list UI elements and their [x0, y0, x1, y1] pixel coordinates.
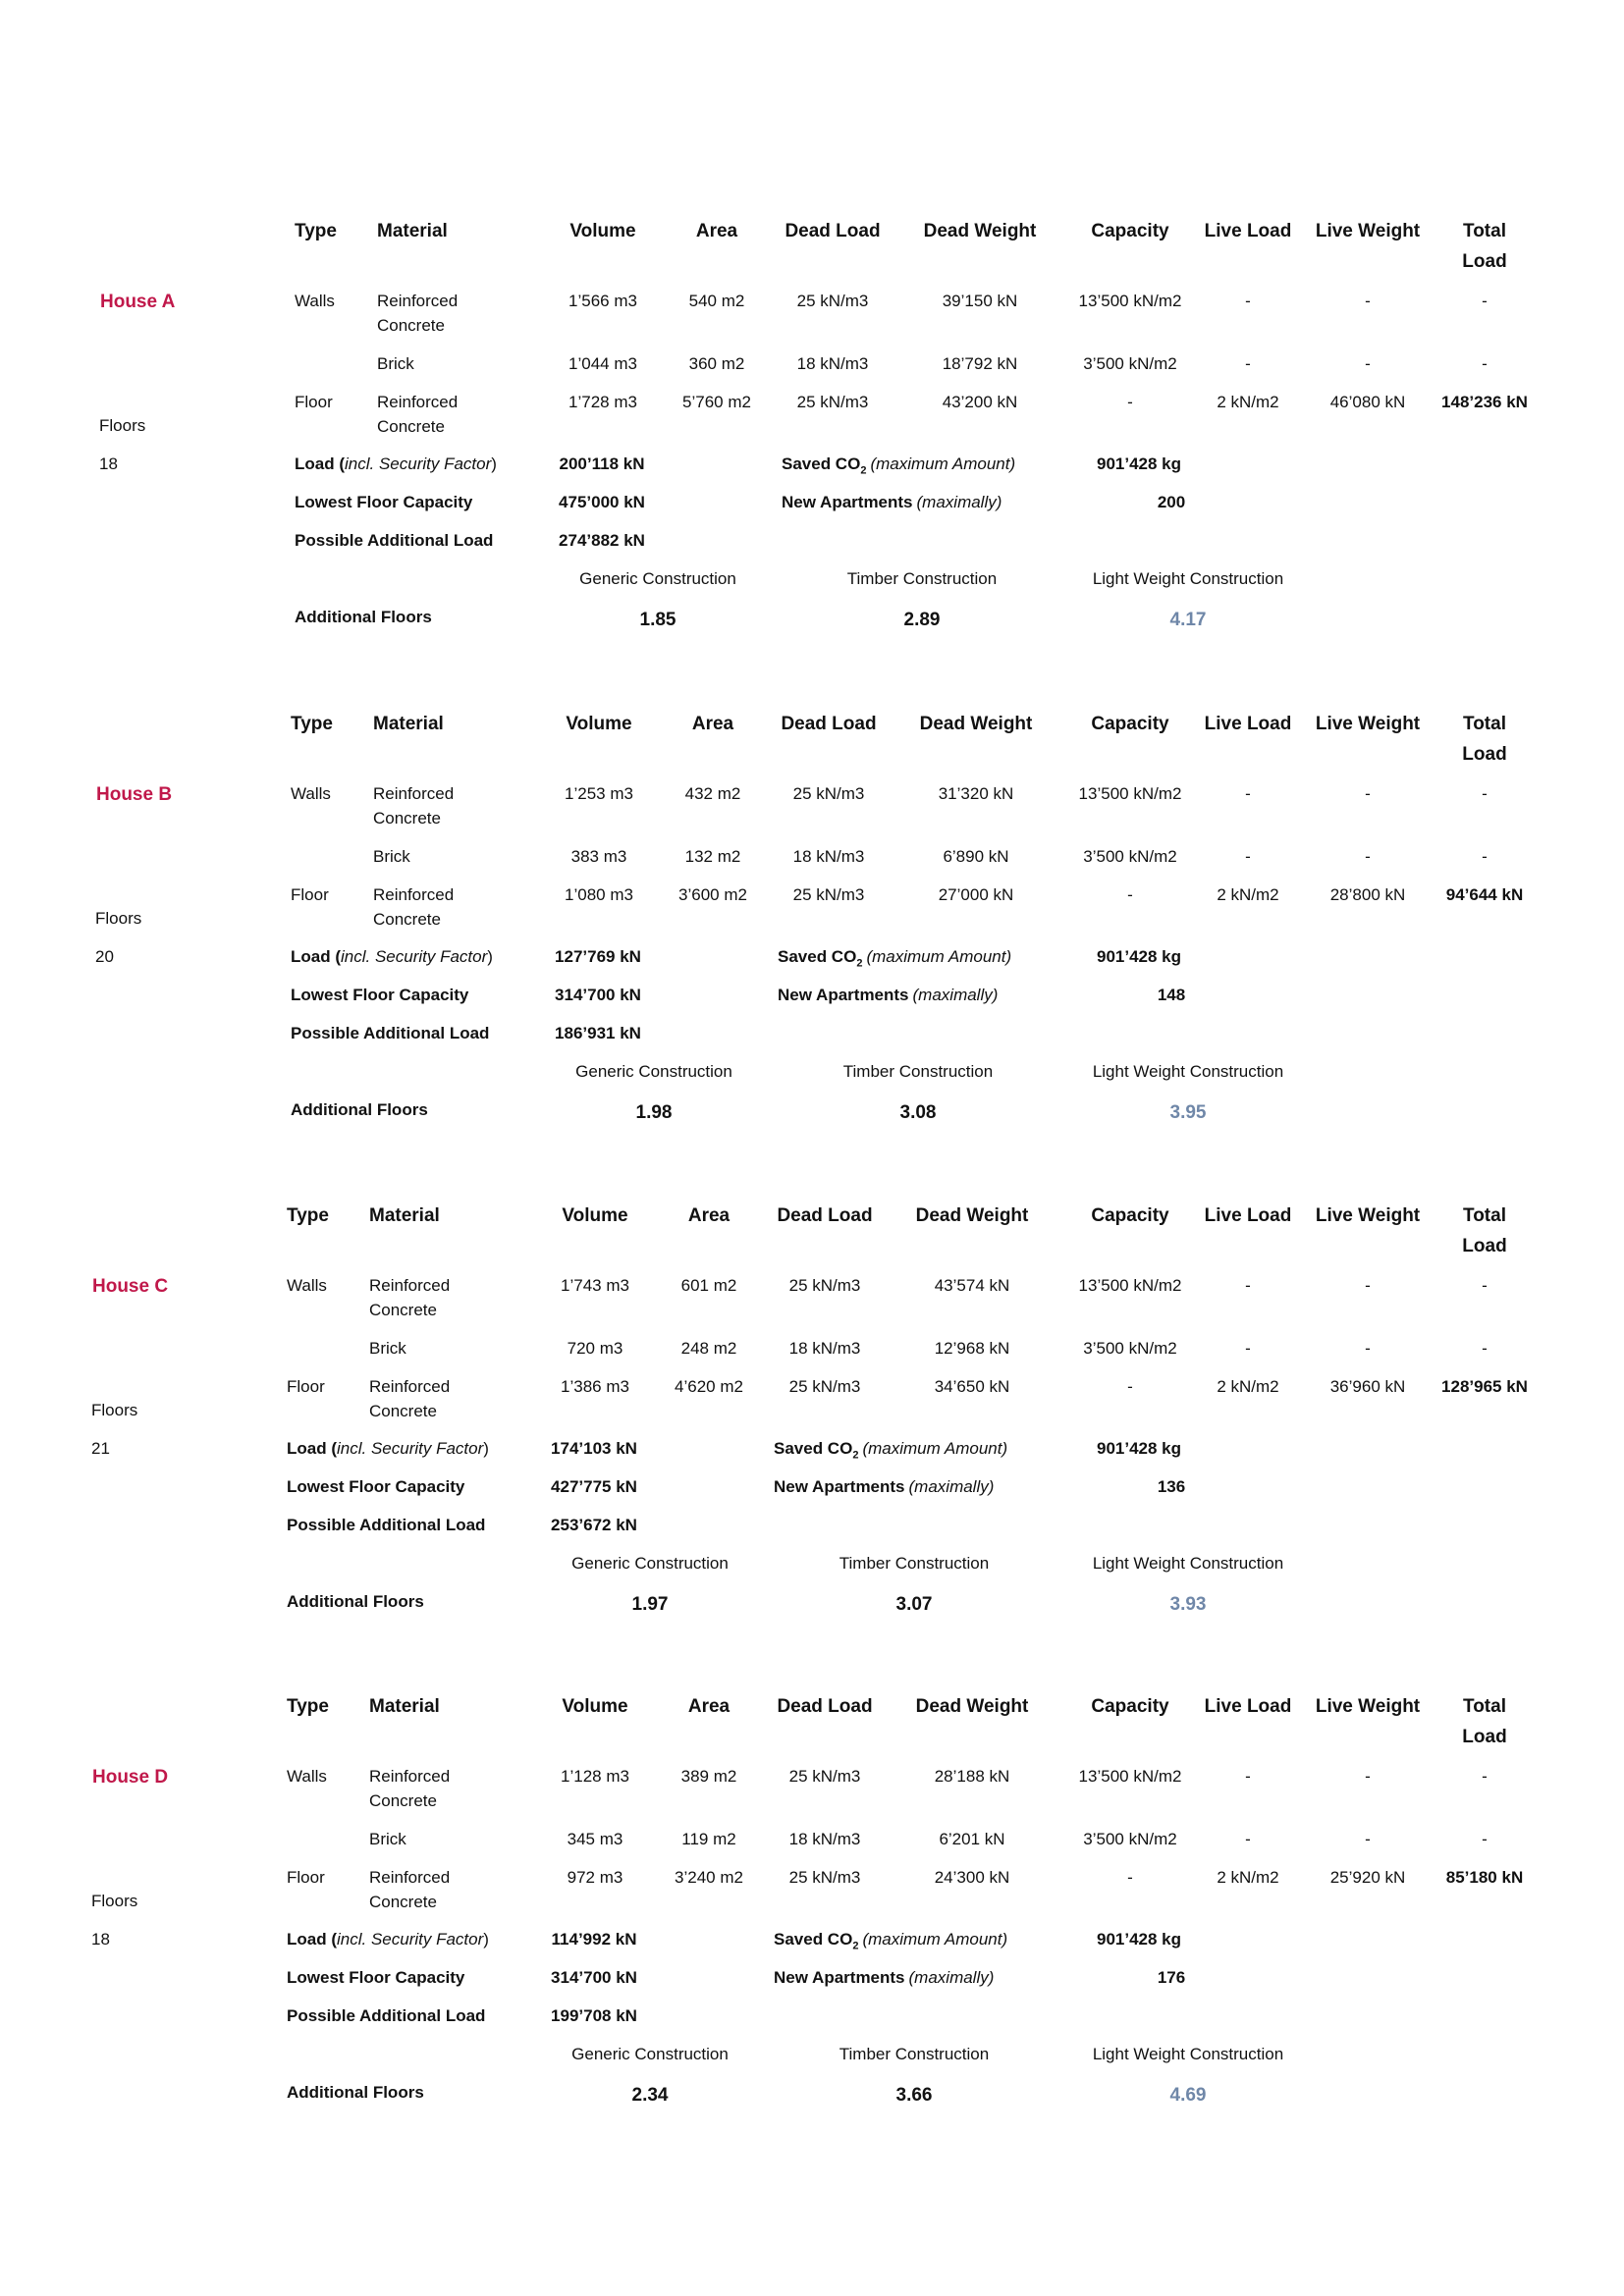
new-apartments-value: 148 [1157, 986, 1186, 1004]
additional-floors-label: Additional Floors [291, 1100, 428, 1119]
row-dead-weight: 34’650 kN [934, 1377, 1010, 1396]
row-live-load: 2 kN/m2 [1217, 1377, 1279, 1396]
lowest-floor-capacity-label: Lowest Floor Capacity [291, 986, 469, 1004]
row-area: 540 m2 [688, 292, 745, 310]
column-header-type: Type [291, 714, 333, 734]
load-label-close: ) [491, 454, 497, 473]
new-apartments-italic: (maximally) [916, 493, 1002, 511]
column-header-live-weight: Live Weight [1315, 1696, 1421, 1717]
row-total-load: 85’180 kN [1445, 1868, 1524, 1887]
row-live-weight: - [1365, 1830, 1371, 1848]
new-apartments-italic: (maximally) [912, 986, 999, 1004]
saved-co2-label [774, 1927, 1007, 1958]
row-area: 3’240 m2 [675, 1868, 743, 1887]
column-header-volume: Volume [562, 1696, 628, 1717]
load-label-close: ) [483, 1439, 489, 1458]
floors-label: Floors [99, 416, 146, 435]
row-type: Walls [287, 1767, 327, 1786]
load-label [295, 452, 497, 477]
row-material: Brick [369, 1830, 406, 1848]
column-header-dead-load: Dead Load [781, 714, 877, 734]
new-apartments-value: 176 [1157, 1968, 1186, 1987]
row-live-weight: 36’960 kN [1329, 1377, 1406, 1396]
row-volume: 1’566 m3 [568, 292, 637, 310]
timber-construction-label: Timber Construction [842, 1062, 994, 1081]
row-material-line-2: Concrete [369, 1402, 437, 1420]
saved-co2-text: Saved CO [774, 1930, 853, 1949]
additional-floors-generic: 1.97 [631, 1594, 669, 1615]
row-total-load: 148’236 kN [1441, 393, 1528, 411]
generic-construction-label: Generic Construction [571, 1554, 729, 1573]
row-material-line-2: Concrete [369, 1301, 437, 1319]
row-type: Walls [287, 1276, 327, 1295]
new-apartments-text: New Apartments [774, 1477, 905, 1496]
additional-floors-timber: 3.08 [899, 1102, 937, 1123]
column-header-volume: Volume [569, 221, 636, 241]
column-header-live-load: Live Load [1204, 1205, 1292, 1226]
row-material: Brick [369, 1339, 406, 1358]
light-weight-construction-label: Light Weight Construction [1092, 2045, 1284, 2063]
row-capacity: - [1127, 1868, 1133, 1887]
saved-co2-text: Saved CO [782, 454, 861, 473]
row-live-load: - [1245, 1339, 1251, 1358]
row-total-load: - [1482, 847, 1488, 866]
new-apartments-label [774, 1965, 994, 1991]
floors-value: 18 [99, 454, 118, 473]
column-header-load: Load [1462, 1727, 1507, 1747]
column-header-type: Type [295, 221, 337, 241]
row-total-load: - [1482, 1830, 1488, 1848]
lowest-floor-capacity-label: Lowest Floor Capacity [287, 1968, 465, 1987]
column-header-volume: Volume [566, 714, 632, 734]
new-apartments-text: New Apartments [782, 493, 913, 511]
floors-label: Floors [91, 1401, 138, 1419]
row-dead-weight: 24’300 kN [934, 1868, 1010, 1887]
row-type: Floor [295, 393, 333, 411]
row-dead-load: 25 kN/m3 [796, 393, 869, 411]
row-capacity: 3’500 kN/m2 [1083, 847, 1177, 866]
row-total-load: 128’965 kN [1441, 1377, 1528, 1396]
additional-floors-light-weight: 4.69 [1169, 2085, 1207, 2106]
row-area: 389 m2 [680, 1767, 737, 1786]
load-label [287, 1927, 489, 1952]
saved-co2-value: 901’428 kg [1096, 1439, 1181, 1458]
row-area: 248 m2 [680, 1339, 737, 1358]
saved-co2-italic: (maximum Amount) [866, 947, 1012, 966]
row-capacity: - [1127, 393, 1133, 411]
row-total-load: - [1482, 292, 1488, 310]
row-type: Floor [287, 1868, 325, 1887]
load-label-italic: incl. Security Factor [345, 454, 492, 473]
row-material: Reinforced [373, 885, 455, 904]
row-material: Brick [377, 354, 414, 373]
row-material: Reinforced [369, 1767, 451, 1786]
row-capacity: - [1127, 885, 1133, 904]
house-section-a [0, 211, 1624, 682]
row-live-load: - [1245, 354, 1251, 373]
saved-co2-label [778, 944, 1011, 976]
additional-floors-label: Additional Floors [295, 608, 432, 626]
load-label-italic: incl. Security Factor [341, 947, 488, 966]
light-weight-construction-label: Light Weight Construction [1092, 569, 1284, 588]
column-header-dead-load: Dead Load [785, 221, 881, 241]
row-live-load: - [1245, 292, 1251, 310]
column-header-live-weight: Live Weight [1315, 1205, 1421, 1226]
additional-floors-light-weight: 4.17 [1169, 610, 1207, 630]
house-section-d [0, 1686, 1624, 2158]
floors-label: Floors [91, 1892, 138, 1910]
possible-additional-load-value: 199’708 kN [551, 2006, 637, 2025]
timber-construction-label: Timber Construction [839, 2045, 990, 2063]
row-capacity: 13’500 kN/m2 [1078, 784, 1182, 803]
column-header-live-load: Live Load [1204, 1696, 1292, 1717]
floors-value: 18 [91, 1930, 110, 1949]
row-volume: 1’253 m3 [565, 784, 633, 803]
row-material: Reinforced [369, 1377, 451, 1396]
row-area: 4’620 m2 [675, 1377, 743, 1396]
row-dead-load: 25 kN/m3 [792, 885, 865, 904]
additional-floors-light-weight: 3.93 [1169, 1594, 1207, 1615]
load-value: 174’103 kN [551, 1439, 637, 1458]
row-live-load: - [1245, 847, 1251, 866]
generic-construction-label: Generic Construction [571, 2045, 729, 2063]
row-material-line-2: Concrete [377, 417, 445, 436]
row-total-load: - [1482, 784, 1488, 803]
row-live-weight: - [1365, 1339, 1371, 1358]
house-label: House A [100, 292, 176, 312]
row-volume: 1’128 m3 [561, 1767, 629, 1786]
load-label [287, 1436, 489, 1462]
additional-floors-label: Additional Floors [287, 1592, 424, 1611]
new-apartments-label [774, 1474, 994, 1500]
additional-floors-timber: 2.89 [903, 610, 941, 630]
row-live-load: - [1245, 1767, 1251, 1786]
column-header-type: Type [287, 1205, 329, 1226]
row-dead-weight: 43’200 kN [942, 393, 1018, 411]
row-capacity: - [1127, 1377, 1133, 1396]
row-dead-weight: 39’150 kN [942, 292, 1018, 310]
saved-co2-value: 901’428 kg [1096, 947, 1181, 966]
saved-co2-italic: (maximum Amount) [870, 454, 1016, 473]
new-apartments-value: 200 [1157, 493, 1186, 511]
row-material-line-2: Concrete [369, 1791, 437, 1810]
column-header-load: Load [1462, 251, 1507, 272]
row-capacity: 3’500 kN/m2 [1083, 354, 1177, 373]
new-apartments-italic: (maximally) [908, 1968, 995, 1987]
saved-co2-italic: (maximum Amount) [862, 1930, 1008, 1949]
row-volume: 1’743 m3 [561, 1276, 629, 1295]
saved-co2-label [774, 1436, 1007, 1468]
column-header-live-load: Live Load [1204, 714, 1292, 734]
row-dead-load: 25 kN/m3 [796, 292, 869, 310]
row-material-line-2: Concrete [373, 910, 441, 929]
possible-additional-load-value: 186’931 kN [555, 1024, 641, 1042]
generic-construction-label: Generic Construction [579, 569, 736, 588]
column-header-area: Area [687, 1205, 731, 1226]
row-area: 5’760 m2 [682, 393, 751, 411]
column-header-dead-weight: Dead Weight [915, 1205, 1029, 1226]
row-material: Reinforced [373, 784, 455, 803]
row-capacity: 13’500 kN/m2 [1078, 1767, 1182, 1786]
possible-additional-load-value: 274’882 kN [559, 531, 645, 550]
additional-floors-light-weight: 3.95 [1169, 1102, 1207, 1123]
row-type: Floor [287, 1377, 325, 1396]
possible-additional-load-label: Possible Additional Load [295, 531, 494, 550]
row-live-weight: 28’800 kN [1329, 885, 1406, 904]
row-capacity: 13’500 kN/m2 [1078, 1276, 1182, 1295]
saved-co2-subscript: 2 [852, 1940, 859, 1952]
column-header-material: Material [369, 1696, 440, 1717]
lowest-floor-capacity-label: Lowest Floor Capacity [295, 493, 473, 511]
new-apartments-label [778, 983, 998, 1008]
row-capacity: 13’500 kN/m2 [1078, 292, 1182, 310]
row-volume: 345 m3 [567, 1830, 623, 1848]
row-dead-weight: 6’201 kN [939, 1830, 1005, 1848]
column-header-capacity: Capacity [1091, 714, 1169, 734]
lowest-floor-capacity-label: Lowest Floor Capacity [287, 1477, 465, 1496]
column-header-area: Area [687, 1696, 731, 1717]
row-live-weight: - [1365, 292, 1371, 310]
row-live-weight: 25’920 kN [1329, 1868, 1406, 1887]
load-value: 127’769 kN [555, 947, 641, 966]
row-volume: 1’386 m3 [561, 1377, 629, 1396]
row-live-weight: - [1365, 784, 1371, 803]
possible-additional-load-label: Possible Additional Load [287, 2006, 486, 2025]
light-weight-construction-label: Light Weight Construction [1092, 1554, 1284, 1573]
additional-floors-timber: 3.66 [895, 2085, 933, 2106]
row-capacity: 3’500 kN/m2 [1083, 1339, 1177, 1358]
lowest-floor-capacity-value: 427’775 kN [551, 1477, 637, 1496]
row-volume: 1’728 m3 [568, 393, 637, 411]
column-header-material: Material [377, 221, 448, 241]
row-type: Walls [291, 784, 331, 803]
load-label-text: Load ( [291, 947, 341, 966]
column-header-total: Total [1463, 221, 1506, 241]
column-header-total: Total [1463, 714, 1506, 734]
saved-co2-text: Saved CO [774, 1439, 853, 1458]
additional-floors-generic: 1.98 [635, 1102, 673, 1123]
row-material: Reinforced [369, 1868, 451, 1887]
load-value: 114’992 kN [551, 1930, 637, 1949]
load-label-text: Load ( [287, 1930, 337, 1949]
additional-floors-generic: 1.85 [639, 610, 677, 630]
column-header-dead-load: Dead Load [777, 1205, 873, 1226]
column-header-live-weight: Live Weight [1315, 221, 1421, 241]
saved-co2-subscript: 2 [852, 1449, 859, 1462]
row-volume: 1’080 m3 [565, 885, 633, 904]
column-header-dead-weight: Dead Weight [915, 1696, 1029, 1717]
row-material: Reinforced [369, 1276, 451, 1295]
row-dead-load: 18 kN/m3 [796, 354, 869, 373]
house-label: House C [92, 1276, 169, 1297]
column-header-dead-load: Dead Load [777, 1696, 873, 1717]
row-live-load: - [1245, 784, 1251, 803]
new-apartments-italic: (maximally) [908, 1477, 995, 1496]
row-live-weight: - [1365, 1767, 1371, 1786]
row-dead-weight: 18’792 kN [942, 354, 1018, 373]
load-label-close: ) [487, 947, 493, 966]
saved-co2-text: Saved CO [778, 947, 857, 966]
row-material: Reinforced [377, 292, 459, 310]
row-volume: 383 m3 [570, 847, 627, 866]
column-header-volume: Volume [562, 1205, 628, 1226]
row-live-load: 2 kN/m2 [1217, 1868, 1279, 1887]
row-material: Brick [373, 847, 410, 866]
row-type: Floor [291, 885, 329, 904]
row-capacity: 3’500 kN/m2 [1083, 1830, 1177, 1848]
column-header-type: Type [287, 1696, 329, 1717]
saved-co2-subscript: 2 [860, 464, 867, 477]
row-live-weight: - [1365, 1276, 1371, 1295]
load-label-text: Load ( [295, 454, 345, 473]
row-dead-load: 25 kN/m3 [788, 1868, 861, 1887]
row-material-line-2: Concrete [369, 1893, 437, 1911]
timber-construction-label: Timber Construction [839, 1554, 990, 1573]
row-material-line-2: Concrete [373, 809, 441, 828]
row-volume: 720 m3 [567, 1339, 623, 1358]
saved-co2-value: 901’428 kg [1096, 1930, 1181, 1949]
column-header-total: Total [1463, 1205, 1506, 1226]
lowest-floor-capacity-value: 314’700 kN [551, 1968, 637, 1987]
row-area: 601 m2 [680, 1276, 737, 1295]
column-header-material: Material [369, 1205, 440, 1226]
row-dead-load: 25 kN/m3 [788, 1767, 861, 1786]
row-total-load: - [1482, 354, 1488, 373]
generic-construction-label: Generic Construction [575, 1062, 732, 1081]
column-header-capacity: Capacity [1091, 221, 1169, 241]
row-total-load: 94’644 kN [1445, 885, 1524, 904]
light-weight-construction-label: Light Weight Construction [1092, 1062, 1284, 1081]
row-dead-load: 25 kN/m3 [788, 1276, 861, 1295]
column-header-load: Load [1462, 744, 1507, 765]
row-dead-weight: 6’890 kN [943, 847, 1009, 866]
saved-co2-value: 901’428 kg [1096, 454, 1181, 473]
load-label-close: ) [483, 1930, 489, 1949]
saved-co2-subscript: 2 [856, 957, 863, 970]
row-type: Walls [295, 292, 335, 310]
column-header-material: Material [373, 714, 444, 734]
lowest-floor-capacity-value: 475’000 kN [559, 493, 645, 511]
lowest-floor-capacity-value: 314’700 kN [555, 986, 641, 1004]
possible-additional-load-label: Possible Additional Load [287, 1516, 486, 1534]
house-label: House D [92, 1767, 169, 1788]
row-material: Reinforced [377, 393, 459, 411]
new-apartments-text: New Apartments [778, 986, 909, 1004]
column-header-live-load: Live Load [1204, 221, 1292, 241]
row-total-load: - [1482, 1339, 1488, 1358]
additional-floors-timber: 3.07 [895, 1594, 933, 1615]
row-live-load: - [1245, 1830, 1251, 1848]
house-label: House B [96, 784, 173, 805]
saved-co2-label [782, 452, 1015, 483]
timber-construction-label: Timber Construction [846, 569, 998, 588]
column-header-dead-weight: Dead Weight [919, 714, 1033, 734]
row-total-load: - [1482, 1767, 1488, 1786]
row-dead-weight: 43’574 kN [934, 1276, 1010, 1295]
floors-value: 20 [95, 947, 114, 966]
column-header-area: Area [691, 714, 734, 734]
possible-additional-load-label: Possible Additional Load [291, 1024, 490, 1042]
row-total-load: - [1482, 1276, 1488, 1295]
row-dead-weight: 27’000 kN [938, 885, 1014, 904]
row-dead-weight: 31’320 kN [938, 784, 1014, 803]
row-dead-load: 25 kN/m3 [792, 784, 865, 803]
row-live-weight: 46’080 kN [1329, 393, 1406, 411]
row-dead-load: 18 kN/m3 [788, 1830, 861, 1848]
row-dead-weight: 12’968 kN [934, 1339, 1010, 1358]
row-volume: 972 m3 [567, 1868, 623, 1887]
column-header-dead-weight: Dead Weight [923, 221, 1037, 241]
additional-floors-generic: 2.34 [631, 2085, 669, 2106]
load-label-italic: incl. Security Factor [337, 1930, 484, 1949]
load-label [291, 944, 493, 970]
load-label-italic: incl. Security Factor [337, 1439, 484, 1458]
house-section-c [0, 1196, 1624, 1667]
floors-label: Floors [95, 909, 142, 928]
load-label-text: Load ( [287, 1439, 337, 1458]
new-apartments-text: New Apartments [774, 1968, 905, 1987]
column-header-load: Load [1462, 1236, 1507, 1256]
column-header-area: Area [695, 221, 738, 241]
new-apartments-value: 136 [1157, 1477, 1186, 1496]
row-live-load: - [1245, 1276, 1251, 1295]
row-dead-weight: 28’188 kN [934, 1767, 1010, 1786]
row-area: 432 m2 [684, 784, 741, 803]
row-live-weight: - [1365, 354, 1371, 373]
column-header-capacity: Capacity [1091, 1696, 1169, 1717]
row-dead-load: 18 kN/m3 [788, 1339, 861, 1358]
new-apartments-label [782, 490, 1001, 515]
column-header-capacity: Capacity [1091, 1205, 1169, 1226]
saved-co2-italic: (maximum Amount) [862, 1439, 1008, 1458]
row-volume: 1’044 m3 [568, 354, 637, 373]
house-section-b [0, 704, 1624, 1175]
row-live-weight: - [1365, 847, 1371, 866]
row-area: 132 m2 [684, 847, 741, 866]
load-value: 200’118 kN [559, 454, 645, 473]
row-live-load: 2 kN/m2 [1217, 393, 1279, 411]
row-area: 360 m2 [688, 354, 745, 373]
additional-floors-label: Additional Floors [287, 2083, 424, 2102]
row-live-load: 2 kN/m2 [1217, 885, 1279, 904]
row-material-line-2: Concrete [377, 316, 445, 335]
column-header-total: Total [1463, 1696, 1506, 1717]
column-header-live-weight: Live Weight [1315, 714, 1421, 734]
row-dead-load: 25 kN/m3 [788, 1377, 861, 1396]
floors-value: 21 [91, 1439, 110, 1458]
row-dead-load: 18 kN/m3 [792, 847, 865, 866]
row-area: 3’600 m2 [678, 885, 747, 904]
possible-additional-load-value: 253’672 kN [551, 1516, 637, 1534]
row-area: 119 m2 [681, 1830, 736, 1848]
